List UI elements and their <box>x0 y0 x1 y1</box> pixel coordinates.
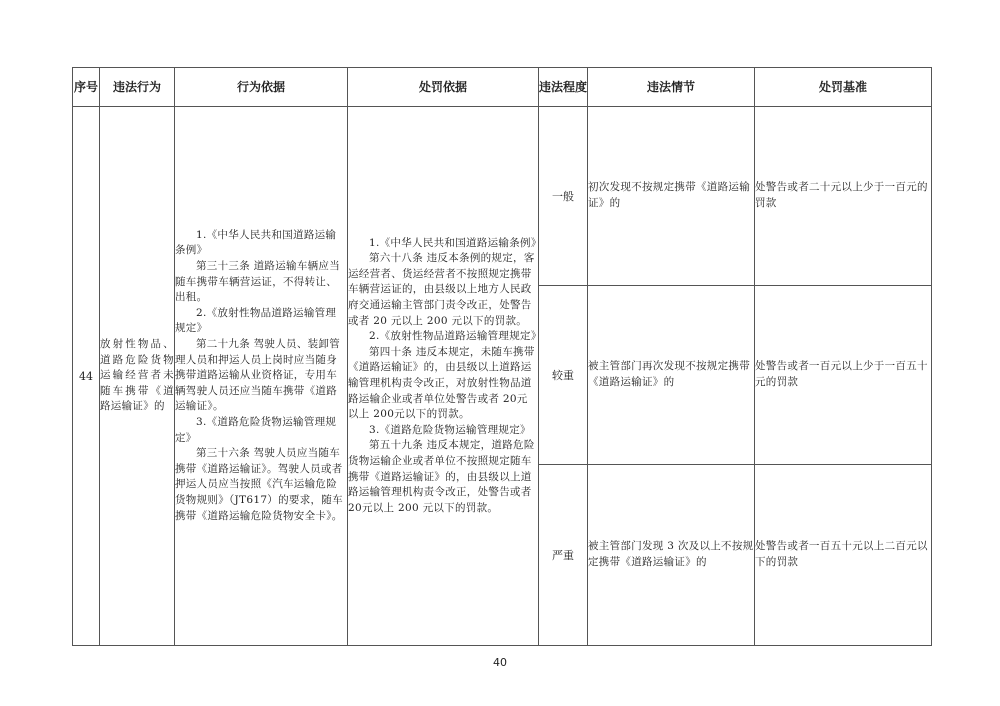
penalty-standard-table <box>72 67 932 646</box>
detail-severe: 被主管部门发现 3 次及以上不按规定携带《道路运输证》的 <box>588 465 755 646</box>
header-behavior: 违法行为 <box>100 68 175 107</box>
degree-serious: 较重 <box>539 286 588 465</box>
detail-general: 初次发现不按规定携带《道路运输证》的 <box>588 107 755 286</box>
basis-paragraph: 第二十九条 驾驶人员、装卸管理人员和押运人员上岗时应当随身携带道路运输从业资格证，专用车辆驾驶人员还应当随车携带《道路运输证》。 <box>175 338 341 413</box>
header-standard: 处罚基准 <box>755 68 932 107</box>
penalty-paragraph: 第六十八条 违反本条例的规定，客运经营者、货运经营者不按照规定携带车辆营运证的，由县级以上地方人民政府交通运输主管部门责令改正，处警告或者 20 元以上 200 元以下的罚款。 <box>348 252 535 327</box>
penalty-paragraph: 2.《放射性物品道路运输管理规定》 <box>369 330 542 343</box>
penalty-paragraph: 1.《中华人民共和国道路运输条例》 <box>369 236 542 249</box>
penalty-paragraph: 第五十九条 违反本规定，道路危险货物运输企业或者单位不按照规定随车携带《道路运输证》的，由县级以上道路运输管理机构责令改正，处警告或者 20元以上 200 元以下的罚款。 <box>348 439 535 514</box>
standard-general: 处警告或者二十元以上少于一百元的罚款 <box>755 107 932 286</box>
header-row <box>73 68 932 107</box>
row-penalty <box>348 107 542 646</box>
row-seq: 44 <box>73 107 100 646</box>
penalty-paragraph: 第四十条 违反本规定，未随车携带《道路运输证》的，由县级以上道路运输管理机构责令改正，对放射性物品道路运输企业或者单位处警告或者 20元以上 200元以下的罚款。 <box>348 345 535 421</box>
degree-severe: 严重 <box>539 465 588 646</box>
row-basis <box>175 107 348 646</box>
row-behavior: 放射性物品、道路危险货物运输经营者未随车携带《道路运输证》的 <box>100 107 175 646</box>
header-seq: 序号 <box>73 68 100 107</box>
header-basis: 行为依据 <box>175 68 348 107</box>
basis-paragraph: 3.《道路危险货物运输管理规定》 <box>175 415 337 444</box>
basis-paragraph: 第三十三条 道路运输车辆应当随车携带车辆营运证，不得转让、出租。 <box>175 260 341 304</box>
header-penalty: 处罚依据 <box>348 68 539 107</box>
penalty-paragraph: 3.《道路危险货物运输管理规定》 <box>369 423 531 436</box>
standard-serious: 处警告或者一百元以上少于一百五十元的罚款 <box>755 286 932 465</box>
header-detail: 违法情节 <box>588 68 755 107</box>
basis-paragraph: 2.《放射性物品道路运输管理规定》 <box>175 306 337 335</box>
basis-paragraph: 1.《中华人民共和国道路运输条例》 <box>175 228 337 257</box>
basis-paragraph: 第三十六条 驾驶人员应当随车携带《道路运输证》。驾驶人员或者押运人员应当按照《汽车运输危险货物规则》（JT617）的要求，随车携带《道路运输危险货物安全卡》。 <box>175 447 343 522</box>
degree-general: 一般 <box>539 107 588 286</box>
page-number: 40 <box>493 656 507 669</box>
standard-severe: 处警告或者一百五十元以上二百元以下的罚款 <box>755 465 932 646</box>
header-degree: 违法程度 <box>539 68 588 107</box>
detail-serious: 被主管部门再次发现不按规定携带《道路运输证》的 <box>588 286 755 465</box>
table-row <box>73 107 932 286</box>
